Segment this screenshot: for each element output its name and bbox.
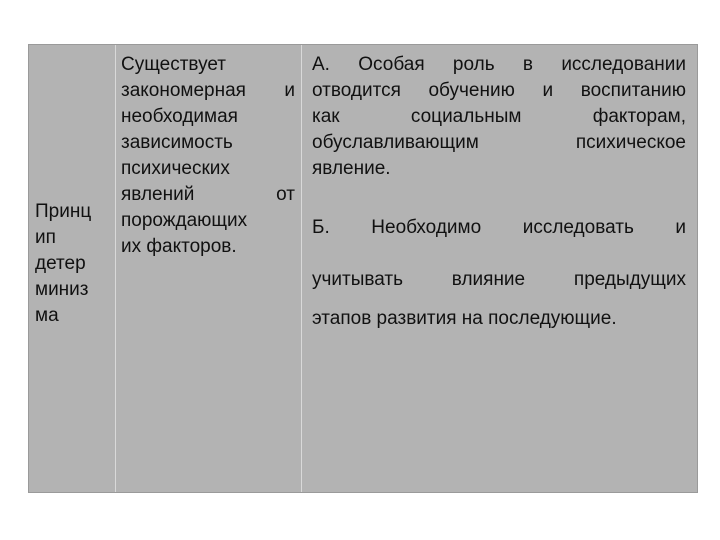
principle-implications-cell [302,45,697,492]
implication-a-line: как социальным факторам, [312,106,686,127]
implication-b-line: учитывать влияние предыдущих [312,269,686,290]
principle-name-line: ип [35,227,56,248]
definition-line: психических [121,158,230,179]
implication-b [312,215,686,293]
implication-a-line: обуславливающим психическое [312,132,686,153]
implication-a [312,52,686,182]
principle-name-line: Принц [35,201,92,222]
definition-line: зависимость [121,132,233,153]
definition-line: необходимая [121,106,238,127]
implication-b-line: этапов развития на последующие. [312,308,617,329]
implication-b-line: Б. Необходимо исследовать и [312,217,686,238]
implication-a-line: явление. [312,158,391,179]
principle-definition-cell [116,45,301,492]
principle-name-cell [29,45,115,492]
principle-name [35,199,111,329]
definition-line: их факторов. [121,236,237,257]
definition-line: Существует [121,54,227,75]
principle-table [28,44,698,493]
implication-a-line: отводится обучению и воспитанию [312,80,686,101]
principle-name-line: детер [35,253,86,274]
definition-line: порождающих [121,210,248,231]
implication-a-line: А. Особая роль в исследовании [312,54,686,75]
principle-name-line: ма [35,305,59,326]
definition-line: закономерная и [121,80,295,101]
principle-definition [121,52,295,260]
definition-line: явлений от [121,184,295,205]
principle-name-line: миниз [35,279,89,300]
